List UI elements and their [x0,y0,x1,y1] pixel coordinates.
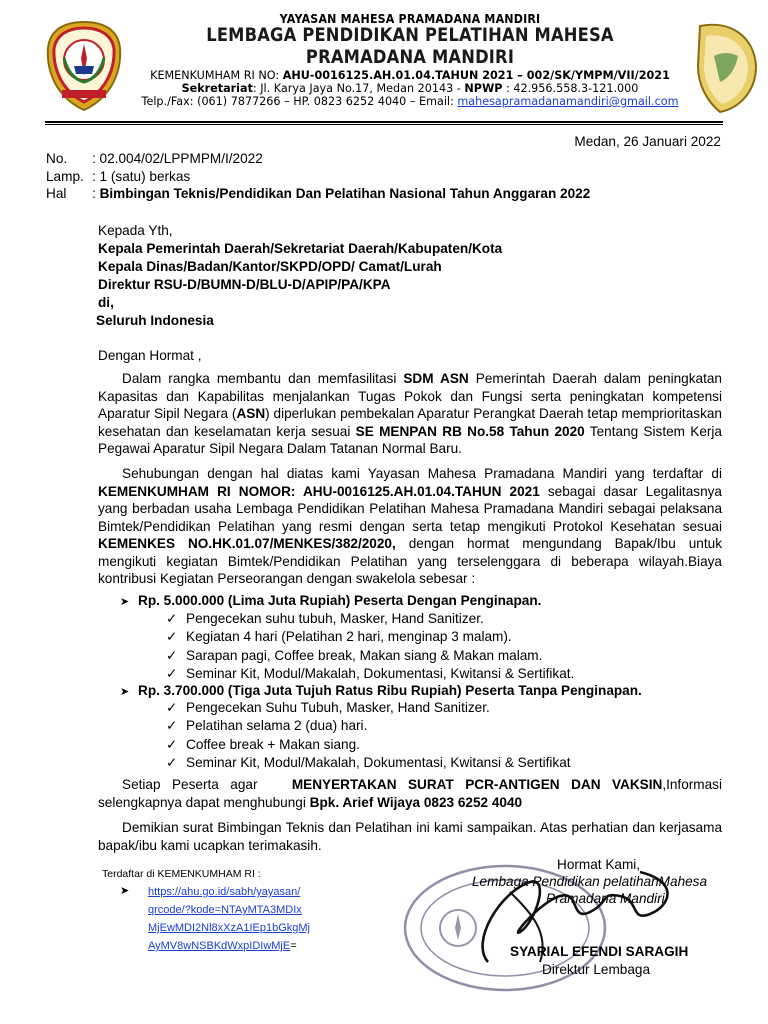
institution-logo [44,18,124,114]
foundation-name: YAYASAN MAHESA PRAMADANA MANDIRI [279,12,541,26]
secondary-logo [690,16,760,116]
list-item: ✓ Seminar Kit, Modul/Makalah, Dokumentasi, Kwitansi & Sertifikat [166,754,571,772]
divider [45,124,723,125]
list-item: ✓ Coffee break + Makan siang. [166,736,571,754]
recipient-line: Kepala Dinas/Badan/Kantor/SKPD/OPD/ Camat/Lurah [98,259,442,274]
paragraph-2: Sehubungan dengan hal diatas kami Yayasan Mahesa Pramadana Mandiri yang terdaftar di KEMENKUMHAM RI NOMOR: AHU-0016125.AH.01.04.TAHUN 2021 sebagai dasar Legalitasnya yang berbadan usaha Lembaga Pendidikan Pelatihan Mahesa Pramadana Mandiri sebagai pelaksana Bimtek/Pendidikan Pelatihan yang resmi dengan serta tetap mengikuti Protokol Kesehatan sesuai KEMENKES NO.HK.01.07/MENKES/382/2020, dengan hormat mengundang Bapak/Ibu untuk mengikuti kegiatan Bimtek/Pendidikan Pelatihan yang terselenggara di beberapa wilayah.Biaya kontribusi Kegiatan Perseorangan dengan swakelola sebesar : [98,466,722,586]
list-item: ✓ Kegiatan 4 hari (Pelatihan 2 hari, menginap 3 malam). [166,628,574,646]
hal-label: Hal [46,186,67,201]
arrow-icon: ➤ [120,596,130,608]
address-line: Sekretariat: Jl. Karya Jaya No.17, Medan 20143 - NPWP : 42.956.558.3-121.000 [181,82,639,95]
signer-org: Lembaga Pendidikan pelatihanMahesa [472,874,708,889]
letter-date: Medan, 26 Januari 2022 [574,134,721,149]
institution-name: LEMBAGA PENDIDIKAN PELATIHAN MAHESA PRAMADANA MANDIRI [206,24,614,68]
kepada: Kepada Yth, [98,223,173,238]
arrow-icon: ➤ [120,885,130,897]
paragraph-4: Demikian surat Bimbingan Teknis dan Pelatihan ini kami sampaikan. Atas perhatian dan kerjasama bapak/ibu kami ucapkan terimakasih. [98,820,722,853]
signer-org: Pramadana Mandiri [546,891,665,906]
option-2: ➤ Rp. 3.700.000 (Tiga Juta Tujuh Ratus Ribu Rupiah) Peserta Tanpa Penginapan. [120,682,642,701]
di: di, [98,295,114,310]
seluruh: Seluruh Indonesia [96,313,214,328]
lamp-label: Lamp. [46,168,84,184]
list-item: ✓ Pengecekan Suhu Tubuh, Masker, Hand Sanitizer. [166,699,571,717]
recipient-block [98,222,502,330]
link-line[interactable]: MjEwMDI2Nl8xXzA1IEp1bGkgMj [148,922,310,934]
registration-link[interactable]: https://ahu.go.id/sabh/yayasan/ qrcode/?kode=NTAyMTA3MDIx MjEwMDI2Nl8xXzA1IEp1bGkgMj AyMV8wNSBKdWxpIDIwMjE= [148,886,310,952]
paragraph-1: Dalam rangka membantu dan memfasilitasi SDM ASN Pemerintah Daerah dalam peningkatan Kapasitas dan Kapabilitas menjalankan Tugas Pokok dan Fungsi serta peningkatan kompetensi Aparatur Sipil Negara (ASN) diperlukan pembekalan Aparatur Perangkat Daerah tetap memprioritaskan kesehatan dan keselamatan kerja sesuai SE MENPAN RB No.58 Tahun 2020 Tentang Sistem Kerja Pegawai Aparatur Sipil Negara Dalam Tatanan Normal Baru. [98,371,722,456]
subject: Bimbingan Teknis/Pendidikan Dan Pelatihan Nasional Tahun Anggaran 2022 [99,186,591,201]
letter-meta: No. : 02.004/02/LPPMPM/I/2022 Lamp. : 1 (satu) berkas Hal : Bimbingan Teknis/Pendidikan Dan Pelatihan Nasional Tahun Anggaran 2022 [46,151,591,201]
option-1-items [166,610,574,683]
paragraph-3: Setiap Peserta agar MENYERTAKAN SURAT PCR-ANTIGEN DAN VAKSIN,Informasi selengkapnya dapat menghubungi Bpk. Arief Wijaya 0823 6252 4040 [98,777,722,810]
no-value: : 02.004/02/LPPMPM/I/2022 [92,151,263,166]
link-line[interactable]: qrcode/?kode=NTAyMTA3MDIx [148,904,302,916]
no-label: No. [46,151,68,166]
closing: Hormat Kami, [557,857,641,872]
list-item: ✓ Sarapan pagi, Coffee break, Makan siang & Makan malam. [166,647,574,665]
option-2-items [166,699,571,772]
lamp-value: : 1 (satu) berkas [92,168,191,184]
signer-title: Direktur Lembaga [542,962,651,977]
option-1: ➤ Rp. 5.000.000 (Lima Juta Rupiah) Peserta Dengan Penginapan. [120,592,541,611]
recipient-line: Kepala Pemerintah Daerah/Sekretariat Daerah/Kabupaten/Kota [98,241,503,256]
link-line[interactable]: https://ahu.go.id/sabh/yayasan/ [148,886,301,898]
contact-line: Telp./Fax: (061) 7877266 – HP. 0823 6252 4040 – Email: mahesapramadanamandiri@gmail.com [141,95,679,108]
registered-label: Terdaftar di KEMENKUMHAM RI : [102,868,261,880]
list-item: ✓ Seminar Kit, Modul/Makalah, Dokumentasi, Kwitansi & Sertifikat. [166,665,574,683]
signer-name: SYARIAL EFENDI SARAGIH [510,944,689,959]
salutation: Dengan Hormat , [98,348,202,363]
link-line[interactable]: AyMV8wNSBKdWxpIDIwMjE [148,940,291,952]
list-item: ✓ Pengecekan suhu tubuh, Masker, Hand Sanitizer. [166,610,574,628]
divider [45,121,723,123]
registration-line: KEMENKUMHAM RI NO: AHU-0016125.AH.01.04.TAHUN 2021 – 002/SK/YMPM/VII/2021 [150,69,670,82]
list-item: ✓ Pelatihan selama 2 (dua) hari. [166,717,571,735]
arrow-icon: ➤ [120,686,130,698]
email-link[interactable]: mahesapramadanamandiri@gmail.com [457,95,679,108]
recipient-line: Direktur RSU-D/BUMN-D/BLU-D/APIP/PA/KPA [98,277,391,292]
letterhead [130,12,690,108]
